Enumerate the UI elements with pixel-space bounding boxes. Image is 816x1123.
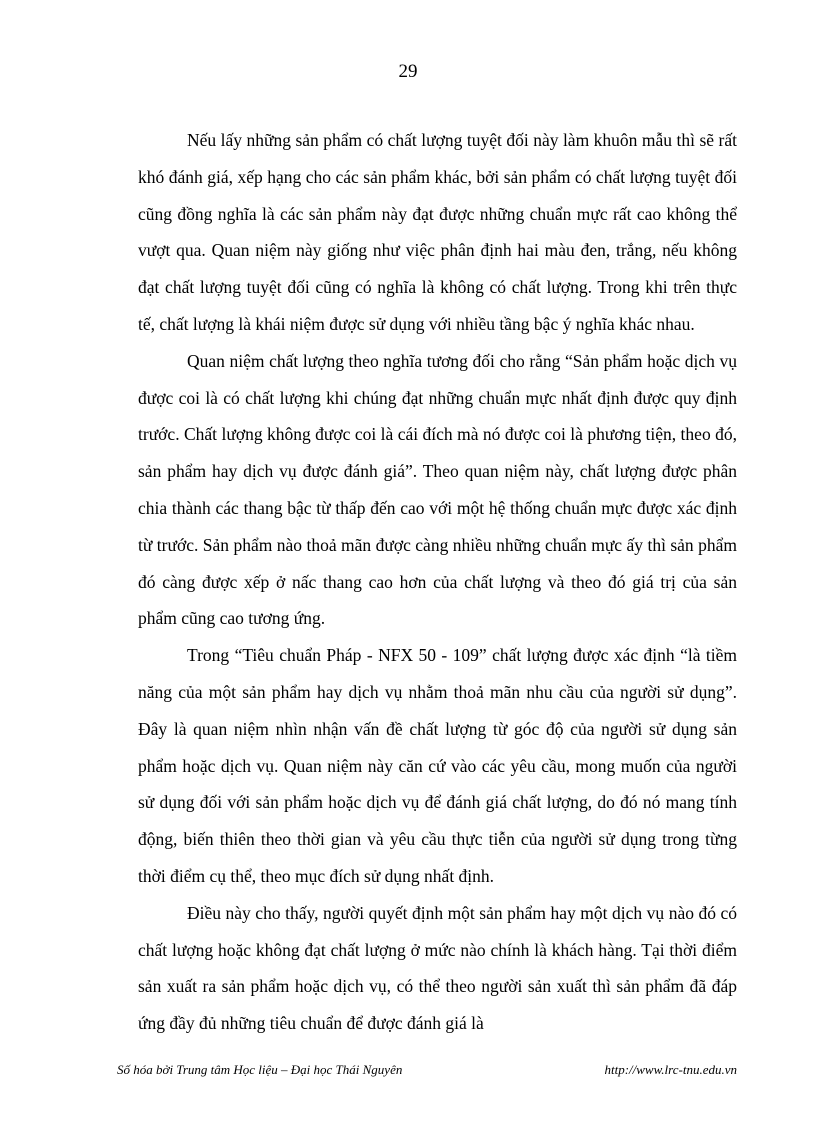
footer-credit: Số hóa bởi Trung tâm Học liệu – Đại học Thái Nguyên (117, 1062, 403, 1077)
body-text (138, 122, 737, 1042)
footer-url: http://www.lrc-tnu.edu.vn (604, 1062, 737, 1077)
paragraph-relative-quality: Quan niệm chất lượng theo nghĩa tương đối cho rằng “Sản phẩm hoặc dịch vụ được coi là có chất lượng khi chúng đạt những chuẩn mực nhất định được quy định trước. Chất lượng không được coi là cái đích mà nó được coi là phương tiện, theo đó, sản phẩm hay dịch vụ được đánh giá”. Theo quan niệm này, chất lượng được phân chia thành các thang bậc từ thấp đến cao với một hệ thống chuẩn mực được xác định từ trước. Sản phẩm nào thoả mãn được càng nhiều những chuẩn mực ấy thì sản phẩm đó càng được xếp ở nấc thang cao hơn của chất lượng và theo đó giá trị của sản phẩm cũng cao tương ứng. (138, 350, 737, 629)
paragraph-nfx-standard: Trong “Tiêu chuẩn Pháp - NFX 50 - 109” chất lượng được xác định “là tiềm năng của một sản phẩm hay dịch vụ nhằm thoả mãn nhu cầu của người sử dụng”. Đây là quan niệm nhìn nhận vấn đề chất lượng từ góc độ của người sử dụng sản phẩm hoặc dịch vụ. Quan niệm này căn cứ vào các yêu cầu, mong muốn của người sử dụng đối với sản phẩm hoặc dịch vụ để đánh giá chất lượng, do đó nó mang tính động, biến thiên theo thời gian và yêu cầu thực tiễn của người sử dụng trong từng thời điểm cụ thể, theo mục đích sử dụng nhất định. (138, 645, 737, 886)
page-number: 29 (398, 61, 418, 82)
paragraph-customer-decides: Điều này cho thấy, người quyết định một sản phẩm hay một dịch vụ nào đó có chất lượng hoặc không đạt chất lượng ở mức nào chính là khách hàng. Tại thời điểm sản xuất ra sản phẩm hoặc dịch vụ, có thể theo người sản xuất thì sản phẩm đã đáp ứng đầy đủ những tiêu chuẩn để được đánh giá là (138, 902, 737, 1034)
paragraph-absolute-quality: Nếu lấy những sản phẩm có chất lượng tuyệt đối này làm khuôn mẫu thì sẽ rất khó đánh giá, xếp hạng cho các sản phẩm khác, bởi sản phẩm có chất lượng tuyệt đối cũng đồng nghĩa là các sản phẩm này đạt được những chuẩn mực rất cao không thể vượt qua. Quan niệm này giống như việc phân định hai màu đen, trắng, nếu không đạt chất lượng tuyệt đối cũng có nghĩa là không có chất lượng. Trong khi trên thực tế, chất lượng là khái niệm được sử dụng với nhiều tầng bậc ý nghĩa khác nhau. (138, 130, 737, 334)
